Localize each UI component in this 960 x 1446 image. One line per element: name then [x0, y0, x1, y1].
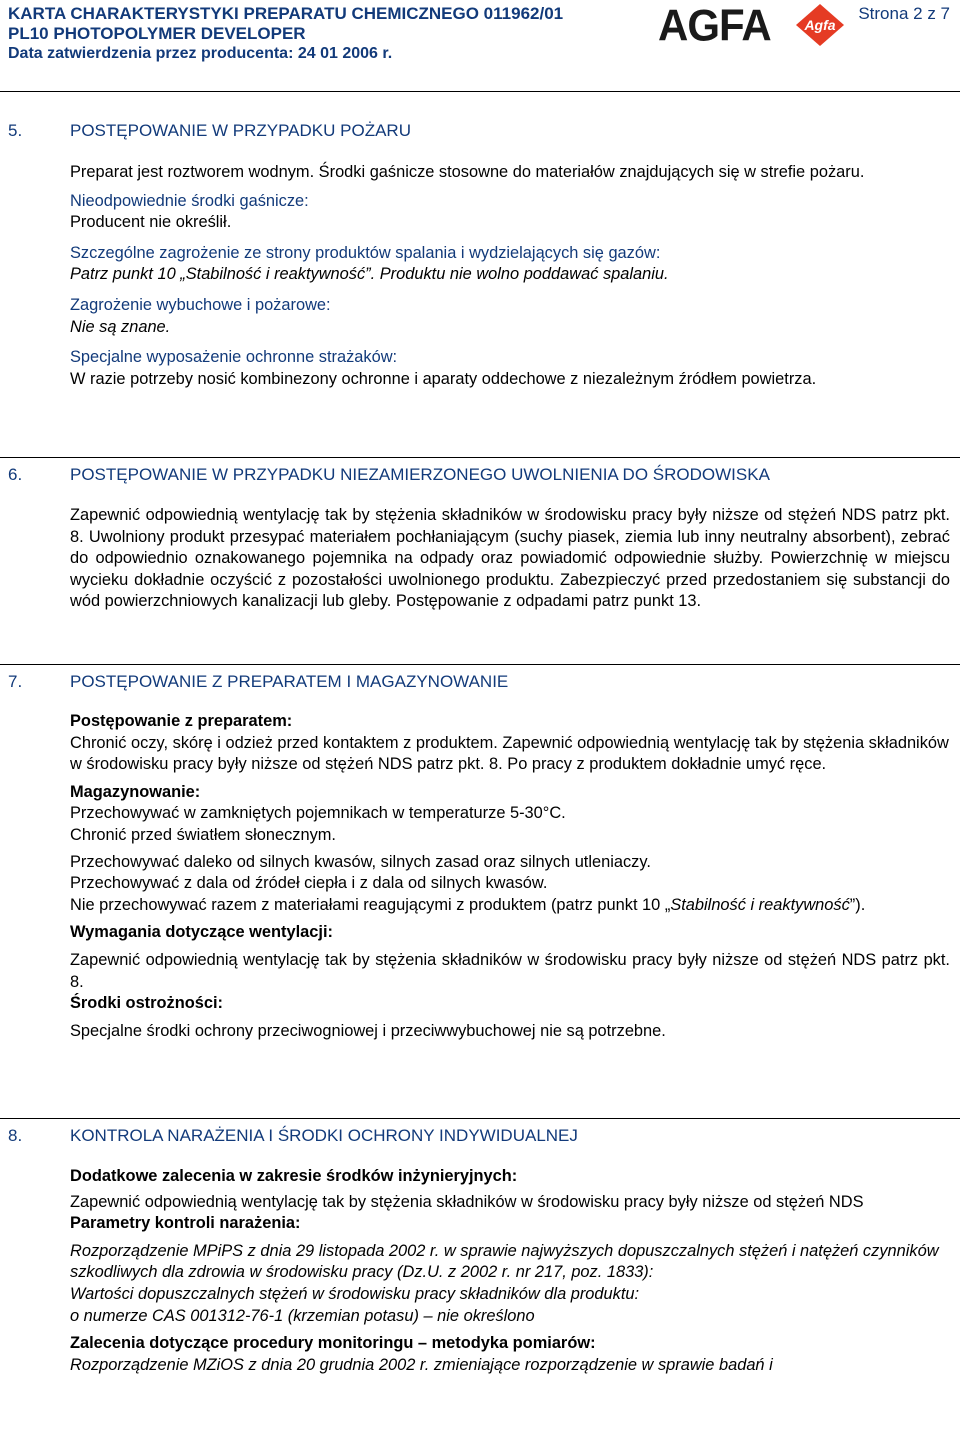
- field-label: Szczególne zagrożenie ze strony produktów spalania i wydzielających się gazów:: [70, 243, 661, 262]
- section-8-body: [70, 1166, 950, 1376]
- section-6-title: [0, 465, 960, 485]
- agfa-logo: AGFA: [658, 0, 771, 51]
- field-value: Wartości dopuszczalnych stężeń w środowisku pracy składników dla produktu:: [70, 1284, 640, 1303]
- field-value: Zapewnić odpowiednią wentylację tak by stężenia składników w środowisku pracy były niższe od stężeń NDS: [70, 1192, 864, 1211]
- field-label: Wymagania dotyczące wentylacji:: [70, 923, 333, 942]
- field-value: o numerze CAS 001312-76-1 (krzemian potasu) – nie określono: [70, 1306, 535, 1325]
- field-value: Przechowywać z dala od źródeł ciepła i z dala od silnych kwasów.: [70, 874, 548, 893]
- text-run: Nie przechowywać razem z materiałami reagującymi z produktem (patrz punkt 10 „: [70, 895, 671, 914]
- section-heading: POSTĘPOWANIE W PRZYPADKU POŻARU: [70, 121, 411, 140]
- field-value: Patrz punkt 10 „Stabilność i reaktywność”. Produktu nie wolno poddawać spalaniu.: [70, 265, 669, 284]
- badge-text: Agfa: [804, 17, 836, 33]
- field-value: Zapewnić odpowiednią wentylację tak by stężenia składników w środowisku pracy były niższe od stężeń NDS patrz pkt. 8.: [70, 950, 950, 991]
- field-label: Środki ostrożności:: [70, 994, 223, 1013]
- field-value: Chronić oczy, skórę i odzież przed kontaktem z produktem. Zapewnić odpowiednią wentylację tak by stężenia składników w środowisku pracy były niższe od stężeń NDS patrz pkt. 8. Po pracy z produktem dokładnie umyć ręce.: [70, 733, 949, 774]
- paragraph: Zapewnić odpowiednią wentylację tak by stężenia składników w środowisku pracy były niższe od stężeń NDS patrz pkt. 8. Uwolniony produkt przesypać materiałem pochłaniającym (suchy piasek, ziemia lub inny neutralny absorbent), zebrać do odpowiednio oznakowanego pojemnika na odpady oraz powiadomić odpowiednie służby. Powierzchnię w miejscu wycieku dokładnie oczyścić z pozostałości uwolnionego produktu. Zabezpieczyć przed przedostaniem się substancji do wód powierzchniowych kanalizacji lub gleby. Postępowanie z odpadami patrz punkt 13.: [70, 506, 950, 611]
- header-divider: [0, 91, 960, 92]
- section-number: 5.: [8, 121, 23, 140]
- field-value: Producent nie określił.: [70, 213, 232, 232]
- field-value: Chronić przed światłem słonecznym.: [70, 825, 336, 844]
- text-run-italic: Stabilność i reaktywność: [670, 895, 850, 914]
- field-label: Zalecenia dotyczące procedury monitoringu – metodyka pomiarów:: [70, 1334, 596, 1353]
- section-5-body: [70, 162, 950, 390]
- section-number: 7.: [8, 672, 23, 691]
- doc-title: KARTA CHARAKTERYSTYKI PREPARATU CHEMICZNEGO 011962/01: [8, 4, 564, 23]
- product-name: PL10 PHOTOPOLYMER DEVELOPER: [8, 24, 306, 43]
- agfa-badge-icon: [795, 3, 845, 47]
- field-label: Postępowanie z preparatem:: [70, 712, 293, 730]
- field-label: Specjalne wyposażenie ochronne strażaków:: [70, 348, 398, 367]
- field-label: Zagrożenie wybuchowe i pożarowe:: [70, 295, 331, 314]
- section-6-body: [70, 505, 950, 613]
- section-heading: KONTROLA NARAŻENIA I ŚRODKI OCHRONY INDYWIDUALNEJ: [70, 1126, 578, 1145]
- field-value: Rozporządzenie MZiOS z dnia 20 grudnia 2002 r. zmieniające rozporządzenie w sprawie badań i: [70, 1355, 773, 1374]
- section-divider: [0, 457, 960, 458]
- field-value: [70, 895, 950, 917]
- page-number: Strona 2 z 7: [858, 4, 950, 23]
- section-8-title: [0, 1126, 960, 1146]
- field-label: Magazynowanie:: [70, 782, 201, 801]
- section-heading: POSTĘPOWANIE Z PREPARATEM I MAGAZYNOWANIE: [70, 672, 509, 691]
- section-number: 6.: [8, 465, 23, 484]
- field-label: Parametry kontroli narażenia:: [70, 1214, 301, 1233]
- field-label: Nieodpowiednie środki gaśnicze:: [70, 191, 309, 210]
- section-5-title: [0, 121, 960, 141]
- field-label: Dodatkowe zalecenia w zakresie środków inżynieryjnych:: [70, 1167, 518, 1185]
- field-value: Nie są znane.: [70, 317, 171, 336]
- field-value: Rozporządzenie MPiPS z dnia 29 listopada 2002 r. w sprawie najwyższych dopuszczalnych stężeń i natężeń czynników szkodliwych dla zdrowia w środowisku pracy (Dz.U. z 2002 r. nr 217, poz. 1833):: [70, 1241, 939, 1282]
- section-divider: [0, 664, 960, 665]
- section-7-title: [0, 672, 960, 692]
- section-heading: POSTĘPOWANIE W PRZYPADKU NIEZAMIERZONEGO UWOLNIENIA DO ŚRODOWISKA: [70, 465, 770, 484]
- section-number: 8.: [8, 1126, 23, 1145]
- field-value: Przechowywać daleko od silnych kwasów, silnych zasad oraz silnych utleniaczy.: [70, 852, 651, 871]
- paragraph: Preparat jest roztworem wodnym. Środki gaśnicze stosowne do materiałów znajdujących się w strefie pożaru.: [70, 163, 865, 181]
- section-7-body: [70, 711, 950, 1042]
- approval-date: Data zatwierdzenia przez producenta: 24 01 2006 r.: [8, 45, 393, 62]
- field-value: Specjalne środki ochrony przeciwogniowej i przeciwwybuchowej nie są potrzebne.: [70, 1021, 666, 1040]
- field-value: Przechowywać w zamkniętych pojemnikach w temperaturze 5-30°C.: [70, 804, 566, 823]
- section-divider: [0, 1118, 960, 1119]
- field-value: W razie potrzeby nosić kombinezony ochronne i aparaty oddechowe z niezależnym źródłem powietrza.: [70, 369, 817, 388]
- text-run: ”).: [849, 895, 866, 914]
